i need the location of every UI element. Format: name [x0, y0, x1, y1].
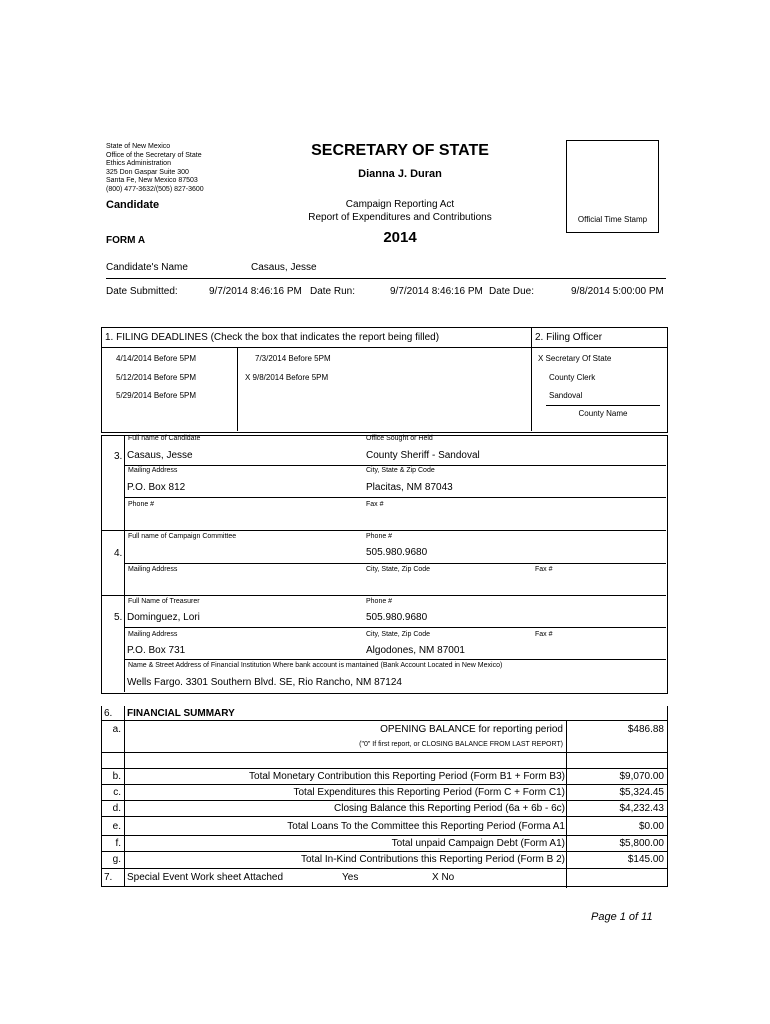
divider — [101, 784, 667, 785]
summary-row-label: Total Expenditures this Reporting Period (Form C + Form C1) — [293, 787, 565, 798]
page-number: Page 1 of 11 — [591, 911, 653, 923]
bank-value: Wells Fargo. 3301 Southern Blvd. SE, Rio Rancho, NM 87124 — [127, 677, 402, 688]
treasurer-phone: 505.980.9680 — [366, 612, 428, 623]
section-number: 7. — [104, 872, 113, 883]
section-number: 5. — [114, 612, 123, 623]
deadline-option[interactable]: 5/12/2014 Before 5PM — [116, 373, 197, 382]
opening-balance-label: OPENING BALANCE for reporting period — [380, 724, 563, 735]
committee-phone: 505.980.9680 — [366, 547, 428, 558]
divider — [237, 347, 238, 431]
summary-row-label: Total Monetary Contribution this Reporting Period (Form B1 + Form B3) — [249, 771, 565, 782]
row-letter: g. — [112, 854, 121, 865]
fax-label: Fax # — [535, 631, 553, 638]
divider — [101, 595, 666, 596]
city-label: City, State, Zip Code — [366, 631, 431, 638]
treasurer-name-label: Full Name of Treasurer — [128, 598, 200, 605]
date-submitted: 9/7/2014 8:46:16 PM — [209, 286, 302, 297]
summary-row-value: $4,232.43 — [619, 803, 664, 814]
divider — [531, 327, 532, 348]
summary-row-label: Closing Balance this Reporting Period (6a + 6b - 6c) — [334, 803, 565, 814]
official-name: Dianna J. Duran — [358, 168, 442, 180]
deadline-option[interactable]: 4/14/2014 Before 5PM — [116, 354, 197, 363]
date-due: 9/8/2014 5:00:00 PM — [571, 286, 664, 297]
divider — [124, 627, 666, 628]
date-due-label: Date Due: — [489, 286, 535, 297]
county-name-label: County Name — [578, 409, 628, 418]
summary-row-label: Total unpaid Campaign Debt (Form A1) — [391, 838, 565, 849]
treasurer-mailing-address: P.O. Box 731 — [127, 645, 186, 656]
special-event-yes[interactable]: Yes — [342, 872, 359, 883]
divider — [101, 347, 667, 348]
opening-balance-value: $486.88 — [627, 724, 664, 735]
officer-option-selected[interactable]: X Secretary Of State — [538, 354, 612, 363]
divider — [101, 720, 667, 721]
divider — [101, 800, 667, 801]
row-letter: d. — [112, 803, 121, 814]
divider — [124, 706, 125, 887]
divider — [546, 405, 660, 406]
divider — [124, 497, 666, 498]
row-letter: c. — [113, 787, 121, 798]
city-label: City, State & Zip Code — [366, 467, 435, 474]
phone-label: Phone # — [366, 533, 393, 540]
city-label: City, State, Zip Code — [366, 566, 431, 573]
officer-option[interactable]: County Clerk — [549, 373, 596, 382]
candidate-name-label: Candidate's Name — [106, 262, 188, 273]
committee-name-label: Full name of Campaign Committee — [128, 533, 237, 540]
time-stamp-box — [566, 140, 659, 233]
form-label: FORM A — [106, 235, 146, 246]
mailing-address-label: Mailing Address — [128, 566, 178, 573]
financial-summary-title: FINANCIAL SUMMARY — [127, 708, 235, 719]
date-submitted-label: Date Submitted: — [106, 286, 178, 297]
row-letter: f. — [115, 838, 121, 849]
summary-row-value: $145.00 — [627, 854, 664, 865]
city-value: Placitas, NM 87043 — [366, 482, 453, 493]
county-value: Sandoval — [549, 391, 583, 400]
filing-deadlines-title: 1. FILING DEADLINES (Check the box that indicates the report being filled) — [105, 332, 440, 343]
deadline-option[interactable]: 7/3/2014 Before 5PM — [255, 354, 331, 363]
act-name: Campaign Reporting Act — [345, 199, 455, 210]
phone-label: Phone # — [366, 598, 393, 605]
summary-row-value: $5,324.45 — [619, 787, 664, 798]
office-label: Office Sought or Held — [366, 435, 433, 442]
fax-label: Fax # — [366, 501, 384, 508]
time-stamp-label: Official Time Stamp — [577, 215, 648, 224]
agency-address: State of New Mexico Office of the Secretary of State Ethics Administration 325 Don Gaspar Suite 300 Santa Fe, New Mexico 87503 (800) 477-3632/(505) 827-3600 — [106, 143, 204, 193]
row-letter: e. — [112, 821, 121, 832]
date-run: 9/7/2014 8:46:16 PM — [390, 286, 483, 297]
divider — [101, 851, 667, 852]
deadline-option[interactable]: 5/29/2014 Before 5PM — [116, 391, 197, 400]
special-event-label: Special Event Work sheet Attached — [127, 872, 284, 883]
row-letter: a. — [112, 724, 121, 735]
mailing-address: P.O. Box 812 — [127, 482, 186, 493]
report-name: Report of Expenditures and Contributions — [308, 212, 492, 223]
candidate-full-name-label: Full name of Candidate — [128, 435, 201, 442]
bank-label: Name & Street Address of Financial Institution Where bank account is mantained (Bank Account Located in New Mexico) — [128, 662, 503, 669]
mailing-address-label: Mailing Address — [128, 467, 178, 474]
divider — [101, 816, 667, 817]
summary-row-label: Total In-Kind Contributions this Reporting Period (Form B 2) — [300, 854, 565, 865]
divider — [124, 563, 666, 564]
divider — [101, 530, 666, 531]
candidate-full-name: Casaus, Jesse — [127, 450, 193, 461]
divider — [124, 659, 666, 660]
row-letter: b. — [112, 771, 121, 782]
section-number: 3. — [114, 451, 123, 462]
mailing-address-label: Mailing Address — [128, 631, 178, 638]
report-year: 2014 — [383, 229, 417, 246]
filing-officer-title: 2. Filing Officer — [535, 332, 603, 343]
candidate-name: Casaus, Jesse — [251, 262, 317, 273]
special-event-no-selected[interactable]: X No — [432, 872, 455, 883]
divider — [531, 347, 532, 431]
section-number: 4. — [114, 548, 123, 559]
summary-row-value: $5,800.00 — [619, 838, 664, 849]
phone-label: Phone # — [128, 501, 155, 508]
divider — [101, 752, 667, 753]
fax-label: Fax # — [535, 566, 553, 573]
divider — [101, 768, 667, 769]
deadline-option-selected[interactable]: X 9/8/2014 Before 5PM — [245, 373, 329, 382]
treasurer-name: Dominguez, Lori — [127, 612, 200, 623]
summary-row-label: Total Loans To the Committee this Reporting Period (Forma A1 — [287, 821, 565, 832]
summary-row-value: $0.00 — [638, 821, 664, 832]
divider — [124, 465, 666, 466]
office-value: County Sheriff - Sandoval — [366, 450, 480, 461]
summary-row-value: $9,070.00 — [619, 771, 664, 782]
date-run-label: Date Run: — [310, 286, 356, 297]
page-title: SECRETARY OF STATE — [311, 142, 489, 159]
section-number: 6. — [104, 708, 113, 719]
divider — [106, 278, 666, 279]
opening-balance-note: ("0" If first report, or CLOSING BALANCE FROM LAST REPORT) — [359, 741, 563, 748]
candidate-heading: Candidate — [106, 199, 160, 211]
divider — [101, 835, 667, 836]
treasurer-city: Algodones, NM 87001 — [366, 645, 465, 656]
divider — [101, 868, 667, 869]
